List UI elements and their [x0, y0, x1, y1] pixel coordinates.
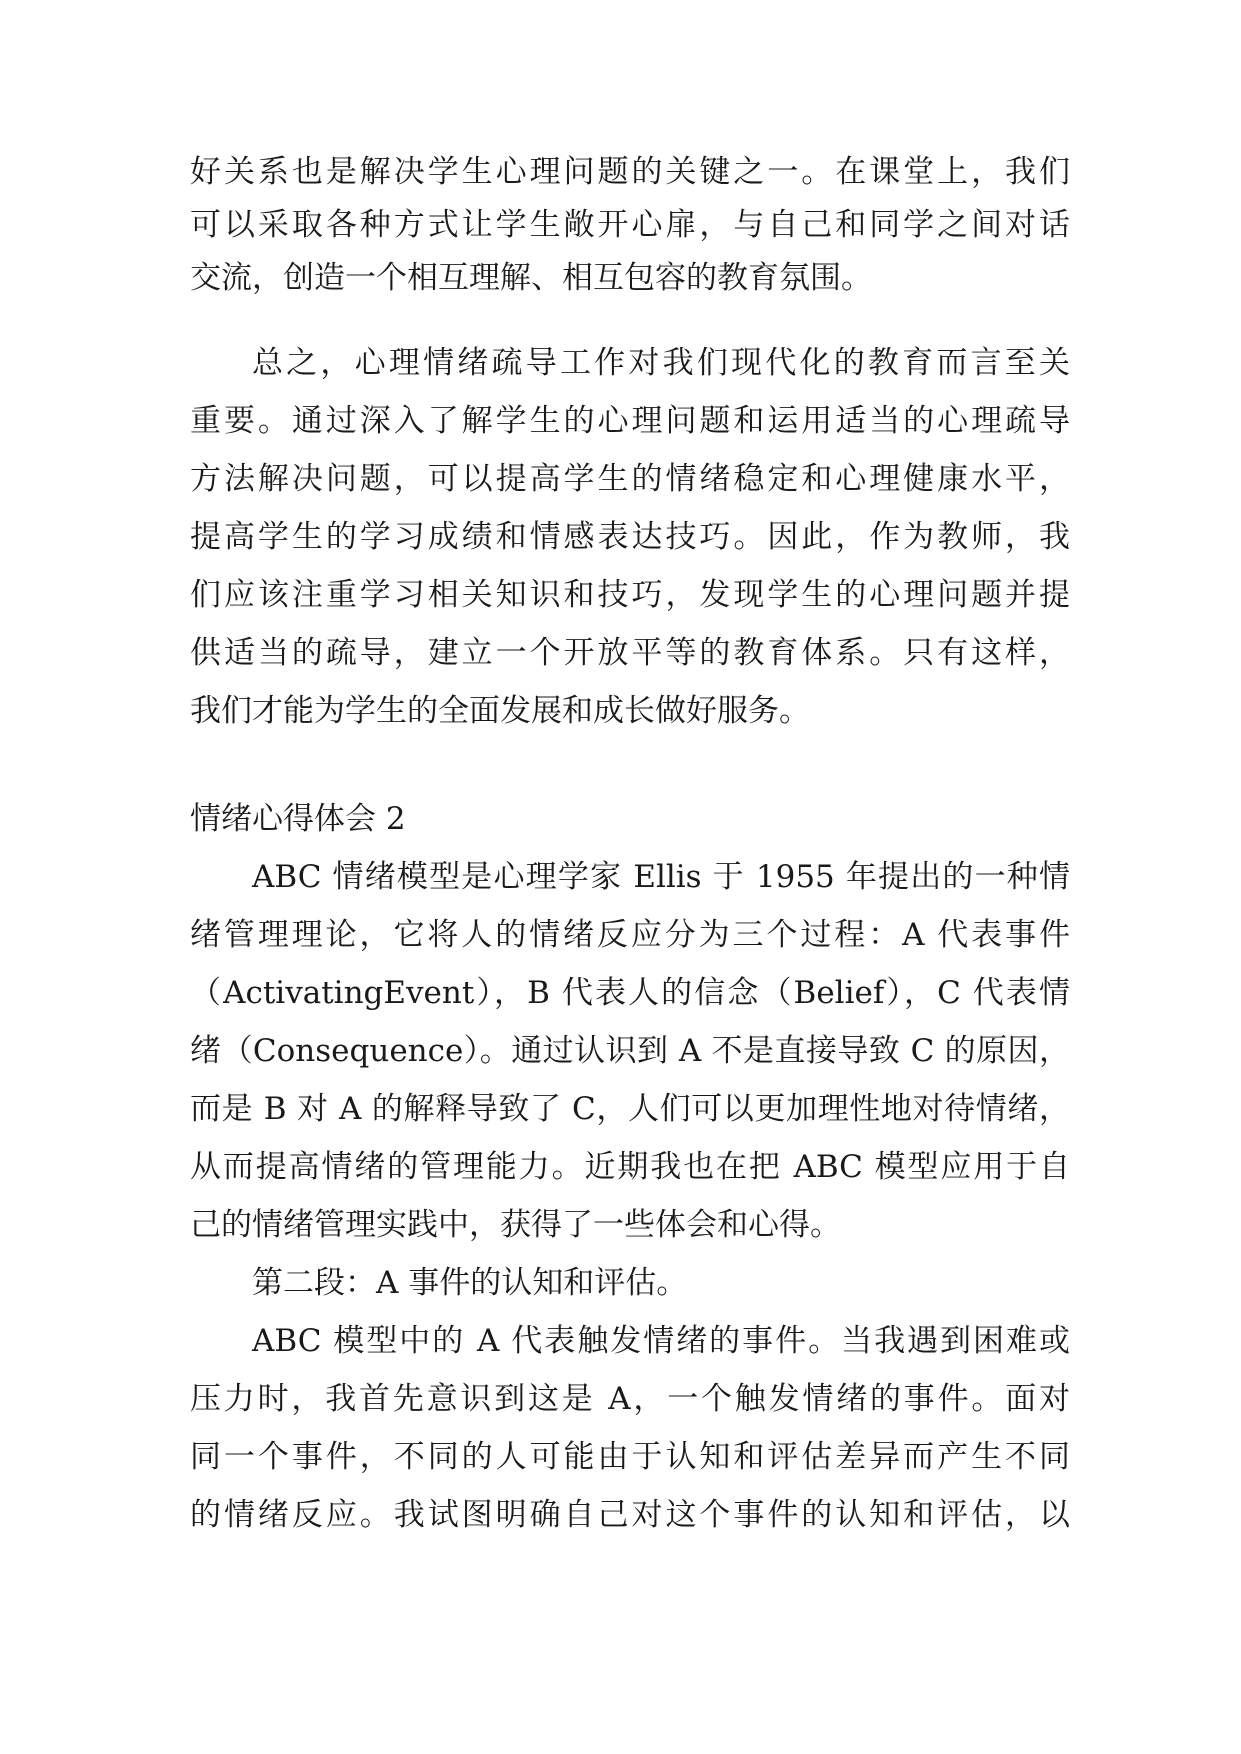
paragraph-line: 绪（Consequence）。通过认识到 A 不是直接导致 C 的原因，: [190, 1033, 1070, 1069]
paragraph-line: 重要。通过深入了解学生的心理问题和运用适当的心理疏导: [190, 403, 1070, 439]
paragraph-line: 的情绪反应。我试图明确自己对这个事件的认知和评估，以: [190, 1497, 1070, 1533]
paragraph-line: 交流，创造一个相互理解、相互包容的教育氛围。: [190, 260, 872, 296]
paragraph-line: 绪管理理论，它将人的情绪反应分为三个过程：A 代表事件: [190, 917, 1070, 953]
paragraph-line: 我们才能为学生的全面发展和成长做好服务。: [190, 693, 810, 729]
paragraph-line: 第二段：A 事件的认知和评估。: [252, 1265, 688, 1301]
paragraph-line: 同一个事件，不同的人可能由于认知和评估差异而产生不同: [190, 1439, 1070, 1475]
section-heading: 情绪心得体会 2: [190, 801, 406, 837]
paragraph-line: 们应该注重学习相关知识和技巧，发现学生的心理问题并提: [190, 577, 1070, 613]
paragraph-line: 好关系也是解决学生心理问题的关键之一。在课堂上，我们: [190, 154, 1070, 190]
paragraph-line: 方法解决问题，可以提高学生的情绪稳定和心理健康水平，: [190, 461, 1070, 497]
paragraph-line: 供适当的疏导，建立一个开放平等的教育体系。只有这样，: [190, 635, 1070, 671]
paragraph-line: 己的情绪管理实践中，获得了一些体会和心得。: [190, 1207, 841, 1243]
paragraph-line: （ActivatingEvent），B 代表人的信念（Belief），C 代表情: [190, 975, 1070, 1011]
paragraph-line: 可以采取各种方式让学生敞开心扉，与自己和同学之间对话: [190, 207, 1070, 243]
paragraph-line: 压力时，我首先意识到这是 A，一个触发情绪的事件。面对: [190, 1381, 1070, 1417]
paragraph-line: ABC 模型中的 A 代表触发情绪的事件。当我遇到困难或: [252, 1323, 1070, 1359]
paragraph-line: 从而提高情绪的管理能力。近期我也在把 ABC 模型应用于自: [190, 1149, 1070, 1185]
paragraph-line: ABC 情绪模型是心理学家 Ellis 于 1955 年提出的一种情: [252, 859, 1070, 895]
paragraph-line: 提高学生的学习成绩和情感表达技巧。因此，作为教师，我: [190, 519, 1070, 555]
paragraph-line: 而是 B 对 A 的解释导致了 C，人们可以更加理性地对待情绪，: [190, 1091, 1070, 1127]
paragraph-line: 总之，心理情绪疏导工作对我们现代化的教育而言至关: [252, 345, 1070, 381]
